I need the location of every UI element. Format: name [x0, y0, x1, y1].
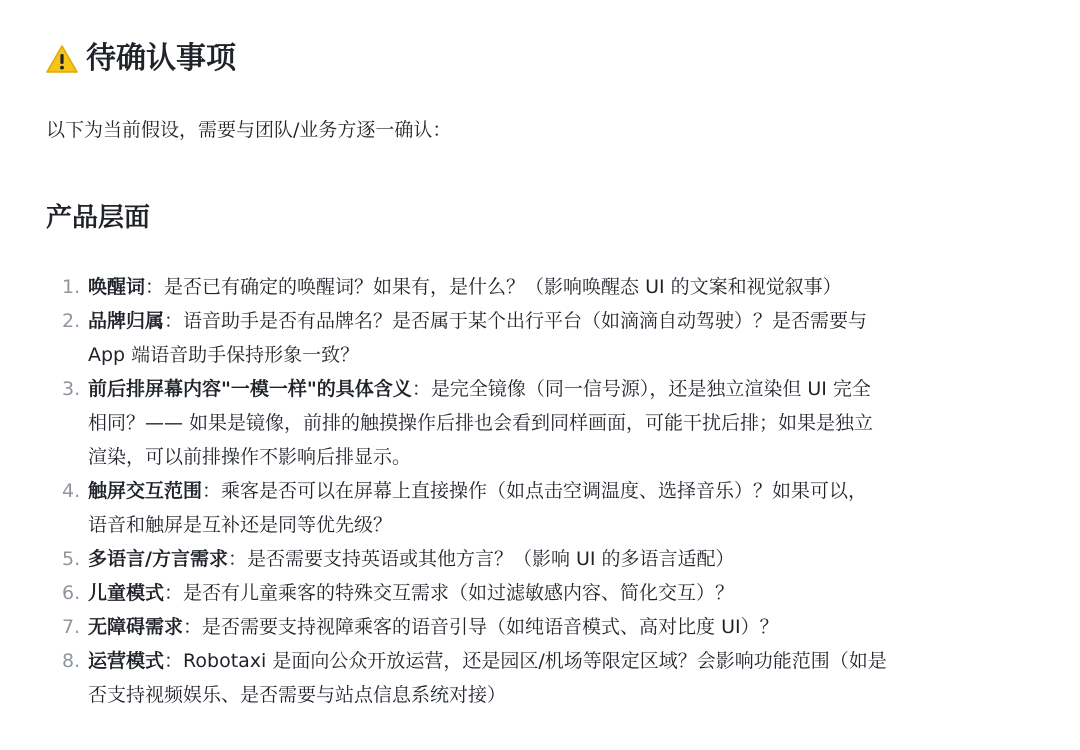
item-label: 前后排屏幕内容"一模一样"的具体含义 — [88, 378, 412, 400]
intro-text: 以下为当前假设，需要与团队/业务方逐一确认： — [46, 119, 452, 141]
list-item — [46, 644, 1026, 712]
list-number: 1. — [62, 276, 81, 298]
item-text: 是否有儿童乘客的特殊交互需求（如过滤敏感内容、简化交互）？ — [183, 582, 735, 604]
item-separator: ： — [183, 616, 203, 638]
item-label: 儿童模式 — [88, 582, 165, 604]
item-text: 是否需要支持英语或其他方言？（影响 UI 的多语言适配） — [246, 548, 735, 570]
list-number: 3. — [62, 378, 81, 400]
item-separator: ： — [145, 276, 165, 298]
item-separator: ： — [164, 650, 184, 672]
item-text: 乘客是否可以在屏幕上直接操作（如点击空调温度、选择音乐）？如果可以， — [221, 480, 868, 502]
item-label: 多语言/方言需求 — [88, 548, 228, 570]
page-title — [46, 40, 236, 78]
list-item — [46, 474, 1026, 542]
page-title-text: 待确认事项 — [86, 41, 236, 76]
list-item — [46, 304, 1026, 372]
item-text-continued: 语音和触屏是互补还是同等优先级？ — [88, 514, 393, 536]
list-item — [46, 610, 1026, 644]
item-separator: ： — [164, 310, 184, 332]
section-heading: 产品层面 — [46, 203, 151, 233]
item-text: 是完全镜像（同一信号源），还是独立渲染但 UI 完全 — [430, 378, 871, 400]
list-number: 6. — [62, 582, 81, 604]
list-number: 5. — [62, 548, 81, 570]
list-item — [46, 372, 1026, 474]
item-text-continued: 相同？—— 如果是镜像，前排的触摸操作后排也会看到同样画面，可能干扰后排；如果是独立 — [88, 412, 874, 434]
item-text-continued: 渲染，可以前排操作不影响后排显示。 — [88, 446, 412, 468]
list-number: 2. — [62, 310, 81, 332]
item-label: 唤醒词 — [88, 276, 146, 298]
item-text: 是否需要支持视障乘客的语音引导（如纯语音模式、高对比度 UI）？ — [202, 616, 779, 638]
item-label: 无障碍需求 — [88, 616, 184, 638]
item-separator: ： — [411, 378, 431, 400]
item-text: 是否已有确定的唤醒词？如果有，是什么？（影响唤醒态 UI 的文案和视觉叙事） — [164, 276, 842, 298]
item-text-continued: 否支持视频娱乐、是否需要与站点信息系统对接） — [88, 684, 507, 706]
list-number: 8. — [62, 650, 81, 672]
item-label: 触屏交互范围 — [88, 480, 203, 502]
item-separator: ： — [202, 480, 222, 502]
item-text-continued: App 端语音助手保持形象一致？ — [88, 344, 360, 366]
item-text: 语音助手是否有品牌名？是否属于某个出行平台（如滴滴自动驾驶）？是否需要与 — [183, 310, 868, 332]
item-label: 品牌归属 — [88, 310, 165, 332]
item-text: Robotaxi 是面向公众开放运营，还是园区/机场等限定区域？会影响功能范围（如是 — [183, 650, 887, 672]
list-number: 4. — [62, 480, 81, 502]
item-separator: ： — [164, 582, 184, 604]
item-label: 运营模式 — [88, 650, 165, 672]
list-item — [46, 270, 1026, 304]
warning-icon — [46, 44, 78, 74]
list-item — [46, 576, 1026, 610]
list-item — [46, 542, 1026, 576]
item-separator: ： — [227, 548, 247, 570]
list-number: 7. — [62, 616, 81, 638]
question-list — [46, 270, 1026, 712]
